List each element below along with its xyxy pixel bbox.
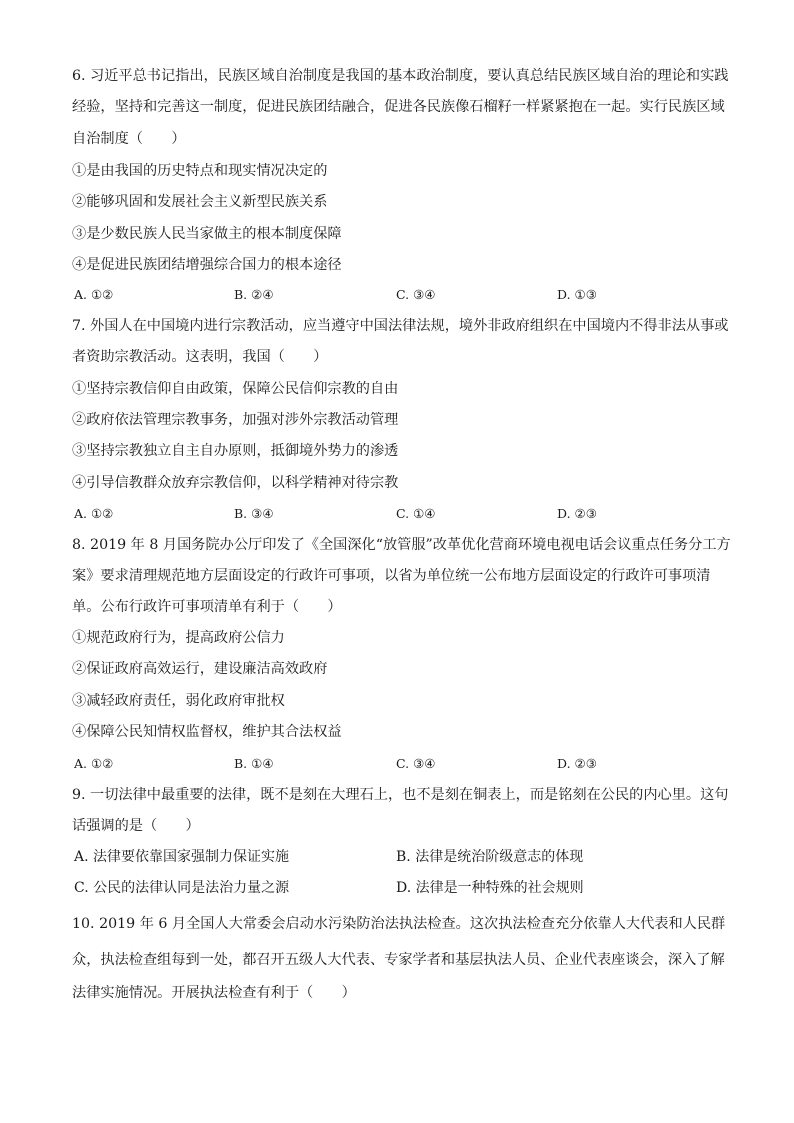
option-b: B. ①④	[234, 756, 274, 771]
question-stem-line: 7. 外国人在中国境内进行宗教活动，应当遵守中国法律法规，境外非政府组织在中国境内不得非法从事或	[72, 318, 729, 334]
question-stem-line: 案》要求清理规范地方层面设定的行政许可事项，以省为单位统一公布地方层面设定的行政许可事项清	[72, 568, 711, 584]
option-d: D. ②③	[557, 506, 597, 521]
statement-3: ③减轻政府责任，弱化政府审批权	[72, 693, 285, 709]
option-a: A. ①②	[74, 287, 114, 302]
statement-3: ③是少数民族人民当家做主的根本制度保障	[72, 226, 342, 242]
statement-3: ③坚持宗教独立自主自办原则，抵御境外势力的渗透	[72, 443, 399, 459]
question-stem-line: 10. 2019 年 6 月全国人大常委会启动水污染防治法执法检查。这次执法检查充分依靠人大代表和人民群	[72, 916, 726, 932]
question-stem-line: 经验，坚持和完善这一制度，促进民族团结融合，促进各民族像石榴籽一样紧紧抱在一起。实行民族区域	[72, 99, 725, 115]
question-stem-line: 自治制度（ ）	[72, 131, 186, 147]
option-c: C. ①④	[396, 506, 436, 521]
question-stem-line: 8. 2019 年 8 月国务院办公厅印发了《全国深化“放管服”改革优化营商环境电视电话会议重点任务分工方	[72, 537, 731, 553]
statement-1: ①规范政府行为，提高政府公信力	[72, 630, 285, 646]
statement-4: ④是促进民族团结增强综合国力的根本途径	[72, 257, 342, 273]
option-a: A. 法律要依靠国家强制力保证实施	[74, 849, 290, 865]
question-stem-line: 9. 一切法律中最重要的法律，既不是刻在大理石上，也不是刻在铜表上，而是铭刻在公民的内心里。这句	[72, 787, 729, 803]
question-stem-line: 众，执法检查组每到一处，都召开五级人大代表、专家学者和基层执法人员、企业代表座谈会，深入了解	[72, 952, 725, 968]
option-c: C. ③④	[396, 287, 436, 302]
statement-2: ②能够巩固和发展社会主义新型民族关系	[72, 194, 328, 210]
option-a: A. ①②	[74, 506, 114, 521]
option-a: A. ①②	[74, 756, 114, 771]
option-c: C. ③④	[396, 756, 436, 771]
option-c: C. 公民的法律认同是法治力量之源	[74, 880, 290, 896]
question-stem-line: 单。公布行政许可事项清单有利于（ ）	[72, 599, 342, 615]
option-b: B. ②④	[234, 287, 274, 302]
option-d: D. 法律是一种特殊的社会规则	[396, 880, 584, 896]
question-stem-line: 话强调的是（ ）	[72, 818, 200, 834]
statement-1: ①坚持宗教信仰自由政策，保障公民信仰宗教的自由	[72, 381, 399, 397]
option-b: B. ③④	[234, 506, 274, 521]
statement-4: ④保障公民知情权监督权，维护其合法权益	[72, 724, 342, 740]
option-b: B. 法律是统治阶级意志的体现	[396, 849, 584, 865]
statement-1: ①是由我国的历史特点和现实情况决定的	[72, 163, 328, 179]
statement-4: ④引导信教群众放弃宗教信仰，以科学精神对待宗教	[72, 475, 399, 491]
question-stem-line: 法律实施情况。开展执法检查有利于（ ）	[72, 985, 356, 1001]
question-stem-line: 6. 习近平总书记指出，民族区域自治制度是我国的基本政治制度，要认真总结民族区域自治的理论和实践	[72, 68, 729, 84]
option-d: D. ②③	[557, 756, 597, 771]
option-d: D. ①③	[557, 287, 597, 302]
statement-2: ②保证政府高效运行，建设廉洁高效政府	[72, 661, 328, 677]
question-stem-line: 者资助宗教活动。这表明，我国（ ）	[72, 349, 328, 365]
statement-2: ②政府依法管理宗教事务，加强对涉外宗教活动管理	[72, 412, 399, 428]
